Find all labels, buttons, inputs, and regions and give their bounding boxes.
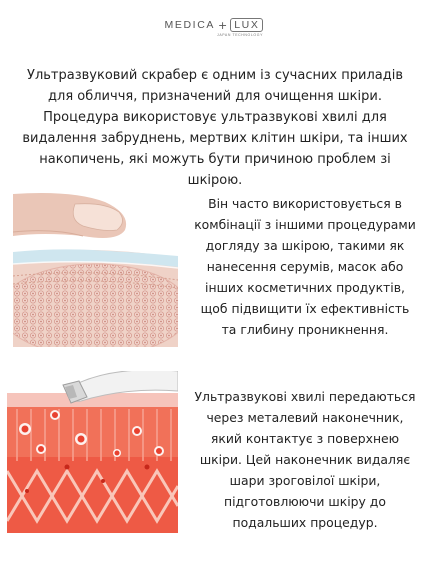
logo-name-right: LUX	[230, 18, 263, 32]
combination-paragraph: Він часто використовується в комбінації з іншими процедурами догляду за шкірою, такими як нанесення серумів, масок або інших косметичних продуктів, щоб підвищити їх ефективність та глибину проникнення.	[194, 196, 416, 337]
waves-paragraph: Ультразвукові хвилі передаються через металевий наконечник, який контактує з поверхнею шкіри. Цей наконечник видаляє шари зроговілої шкіри, підготовлюючи шкіру до подальших процедур.	[194, 389, 416, 530]
brand-logo	[0, 18, 428, 37]
finger-on-skin-illustration	[13, 192, 178, 347]
ultrasound-device-skin-illustration	[7, 371, 178, 533]
logo-wordmark	[165, 18, 264, 32]
logo-tagline: JAPAN TECHNOLOGY	[216, 33, 264, 37]
logo-plus: +	[217, 18, 228, 32]
intro-paragraph: Ультразвуковий скрабер є одним із сучасних приладів для обличчя, призначений для очищення шкіри. Процедура використовує ультразвукові хвилі для видалення забруднень, мертвих клітин шкіри, та інших накопичень, які можуть бути причиною проблем зі шкірою.	[22, 68, 408, 188]
logo-name-left: MEDICA	[164, 19, 215, 31]
